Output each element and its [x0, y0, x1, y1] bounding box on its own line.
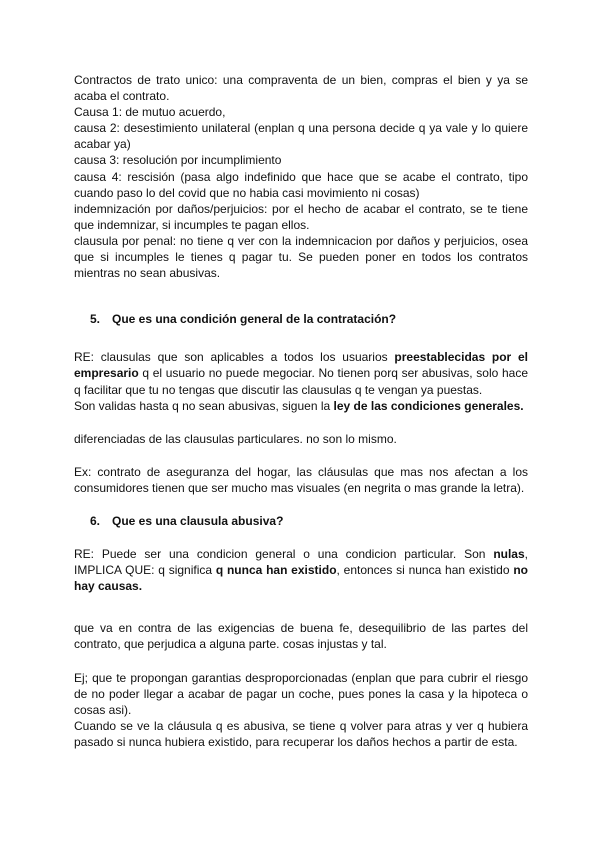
bold-run: nulas [493, 547, 525, 562]
section-5-paragraph-4: Ex: contrato de aseguranza del hogar, las cláusulas que mas nos afectan a los consumidores tienen que ser mucho mas visuales (en negrita o mas grande la letra). [74, 464, 528, 495]
text-run: RE: clausulas que son aplicables a todos los usuarios [74, 350, 395, 365]
spacer [74, 327, 528, 349]
section-5-heading [74, 311, 528, 327]
section-5-paragraph-3: diferenciadas de las clausulas particulares. no son lo mismo. [74, 431, 397, 446]
spacer [74, 496, 528, 513]
paragraph-causa-4: causa 4: rescisión (pasa algo indefinido que hace que se acabe el contrato, tipo cuando paso lo del covid que no habia casi movimiento ni cosas) [74, 169, 528, 200]
text-run: Son validas hasta q no sean abusivas, siguen la [74, 398, 334, 413]
text-run: , entonces si nunca han existido [336, 563, 514, 578]
paragraph-causa-1: Causa 1: de mutuo acuerdo, [74, 105, 226, 120]
section-6-number: 6. [90, 513, 101, 528]
text-run: RE: Puede ser una condicion general o una condicion particular. Son [74, 547, 494, 562]
text-run: q el usuario no puede megociar. No tienen porq ser abusivas, solo hace q facilitar que tu no tengas que discutir las clausulas q te vengan ya puestas. [74, 366, 528, 397]
section-6-paragraph-4: Cuando se ve la cláusula q es abusiva, se tiene q volver para atras y ver q hubiera pasado si nunca hubiera existido, para recuperar los daños hechos a partir de esta. [74, 718, 528, 749]
spacer [74, 594, 528, 620]
paragraph-trato-unico: Contractos de trato unico: una compraventa de un bien, compras el bien y ya se acaba el contrato. [74, 73, 528, 104]
section-6-paragraph-1 [74, 546, 528, 594]
section-6-paragraph-2: que va en contra de las exigencias de buena fe, desequilibrio de las partes del contrato, que perjudica a alguna parte. cosas injustas y tal. [74, 621, 528, 652]
section-6-paragraph-3: Ej; que te propongan garantias desproporcionadas (enplan que para cubrir el riesgo de no poder llegar a acabar de pagar un coche, pues pones la casa y la hipoteca o cosas asi). [74, 670, 528, 717]
paragraph-indemnizacion: indemnización por daños/perjuicios: por el hecho de acabar el contrato, se te tiene que indemnizar, si incumples te pagan ellos. [74, 201, 528, 232]
section-6-heading [74, 513, 528, 529]
document-page [74, 72, 528, 750]
spacer [74, 414, 528, 431]
spacer [74, 529, 528, 546]
bold-run: ley de las condiciones generales. [333, 398, 524, 413]
section-5-paragraph-2 [74, 398, 528, 414]
section-5-title: Que es una condición general de la contratación? [112, 312, 397, 327]
spacer [74, 281, 528, 311]
bold-run: q nunca han existido [215, 563, 337, 578]
paragraph-causa-2: causa 2: desestimiento unilateral (enplan q una persona decide q ya vale y lo quiere acabar ya) [74, 121, 528, 152]
spacer [74, 653, 528, 670]
bold-run: no hay causas. [74, 563, 528, 594]
bold-run: preestablecidas por el empresario [74, 350, 528, 381]
section-5-paragraph-1 [74, 349, 528, 397]
section-5-number: 5. [90, 312, 101, 327]
section-6-title: Que es una clausula abusiva? [112, 513, 284, 528]
paragraph-causa-3: causa 3: resolución por incumplimiento [74, 153, 282, 168]
paragraph-clausula-penal: clausula por penal: no tiene q ver con la indemnicacion por daños y perjuicios, osea que si incumples le tienes q pagar tu. Se pueden poner en todos los contratos mientras no sean abusivas. [74, 233, 528, 281]
text-run: , IMPLICA QUE: q significa [74, 547, 528, 578]
spacer [74, 447, 528, 464]
